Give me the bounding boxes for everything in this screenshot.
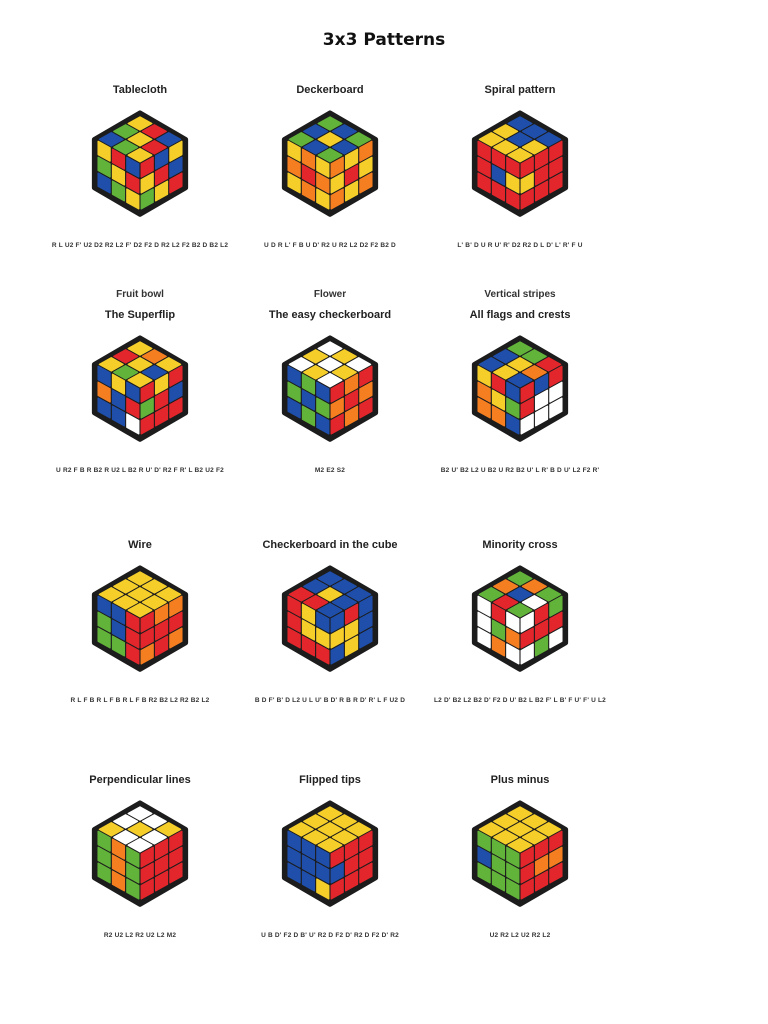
cube-illustration	[465, 800, 575, 910]
pattern-title: Deckerboard	[296, 84, 364, 96]
pattern-subtitle: Vertical stripes	[484, 289, 556, 300]
pattern-algorithm: U R2 F B R B2 R U2 L B2 R U' D' R2 F R' L B2 U2 F2	[56, 467, 224, 474]
pattern-title: The Superflip	[104, 309, 176, 321]
cube-illustration	[465, 335, 575, 445]
pattern-title: Tablecloth	[112, 84, 168, 96]
cube-illustration	[275, 110, 385, 220]
cube-illustration	[465, 110, 575, 220]
pattern-subtitle: Flower	[313, 289, 347, 300]
cube-illustration	[85, 335, 195, 445]
pattern-title: Spiral pattern	[484, 84, 556, 96]
pattern-algorithm: L' B' D U R U' R' D2 R2 D L D' L' R' F U	[457, 242, 583, 249]
pattern-algorithm: U B D' F2 D B' U' R2 D F2 D' R2 D F2 D' R2	[261, 932, 399, 939]
pattern-algorithm: R2 U2 L2 R2 U2 L2 M2	[103, 932, 177, 939]
cube-illustration	[85, 565, 195, 675]
page-title: 3x3 Patterns	[322, 30, 446, 50]
pattern-algorithm: M2 E2 S2	[314, 467, 346, 474]
pattern-title: Flipped tips	[299, 774, 361, 786]
pattern-title: Minority cross	[482, 539, 558, 551]
pattern-algorithm: R L U2 F' U2 D2 R2 L2 F' D2 F2 D R2 L2 F2 B2 D B2 L2	[51, 242, 229, 249]
pattern-algorithm: R L F B R L F B R L F B R2 B2 L2 R2 B2 L2	[70, 697, 210, 704]
pattern-algorithm: B2 U' B2 L2 U B2 U R2 B2 U' L R' B D U' L2 F2 R'	[440, 467, 600, 474]
pattern-title: Plus minus	[490, 774, 550, 786]
pattern-title: Checkerboard in the cube	[262, 539, 398, 551]
pattern-algorithm: U D R L' F B U D' R2 U R2 L2 D2 F2 B2 D	[264, 242, 396, 249]
pattern-title: Wire	[128, 539, 152, 551]
cube-illustration	[275, 800, 385, 910]
cube-illustration	[465, 565, 575, 675]
cube-illustration	[275, 335, 385, 445]
pattern-title: All flags and crests	[469, 309, 571, 321]
pattern-title: The easy checkerboard	[268, 309, 392, 321]
pattern-algorithm: U2 R2 L2 U2 R2 L2	[489, 932, 551, 939]
pattern-subtitle: Fruit bowl	[116, 289, 164, 300]
cube-illustration	[85, 800, 195, 910]
pattern-title: Perpendicular lines	[89, 774, 191, 786]
pattern-algorithm: B D F' B' D L2 U L U' B D' R B R D' R' L F U2 D	[254, 697, 406, 704]
cube-illustration	[85, 110, 195, 220]
pattern-algorithm: L2 D' B2 L2 B2 D' F2 D U' B2 L B2 F' L B' F U' F' U L2	[434, 697, 606, 704]
cube-illustration	[275, 565, 385, 675]
